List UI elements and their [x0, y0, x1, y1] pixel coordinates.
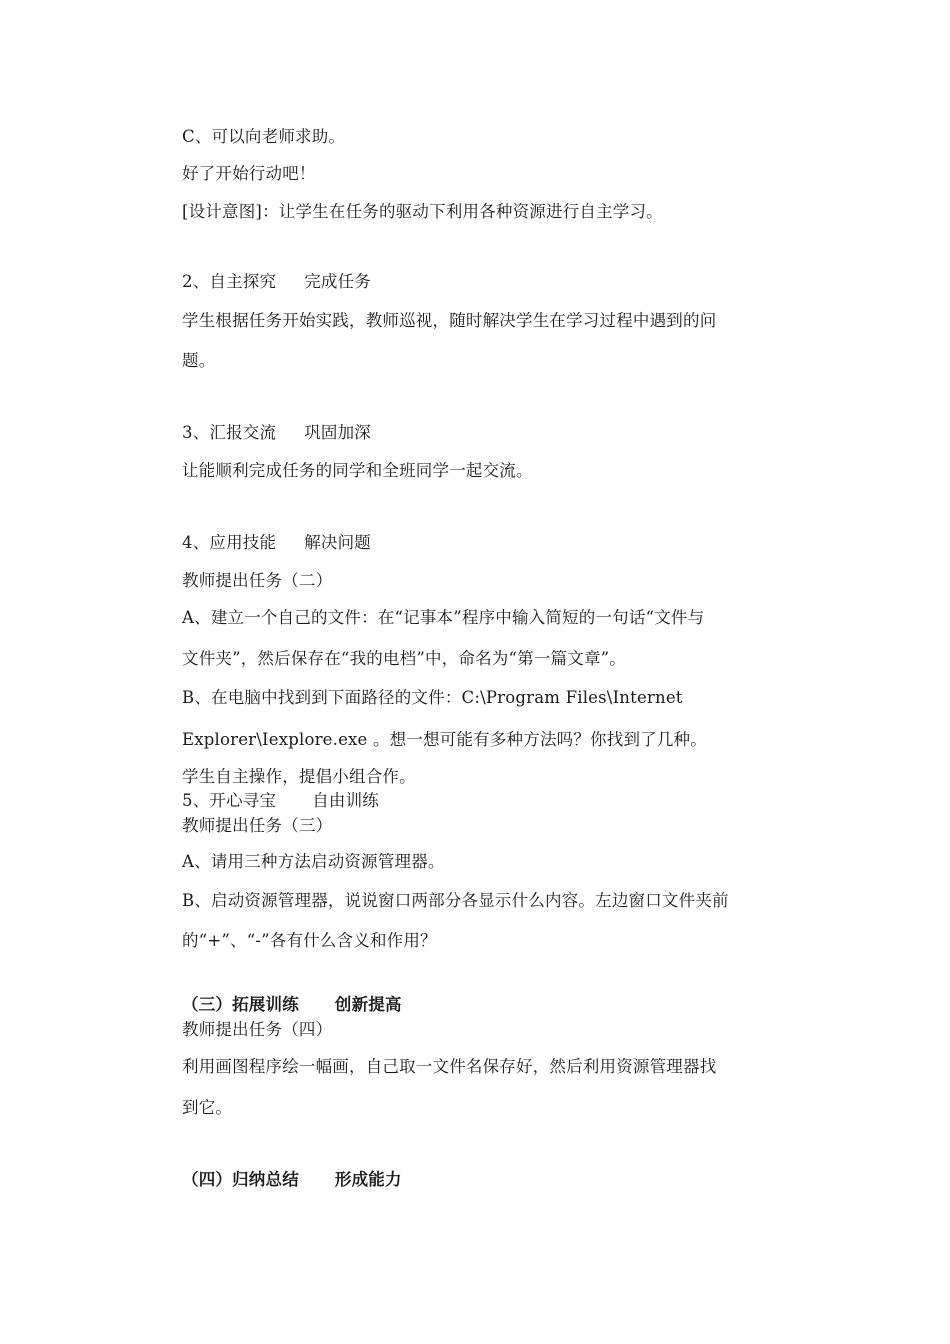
section-subtitle: 自由训练 [312, 791, 380, 810]
section-number: 5、开心寻宝 [182, 791, 277, 810]
text-line: Explorer\Iexplore.exe 。想一想可能有多种方法吗？你找到了几种。 [182, 730, 707, 749]
section-heading-3 [182, 422, 812, 444]
heading-number: （四）归纳总结 [182, 1170, 299, 1189]
section-heading-5 [182, 790, 812, 812]
heading-summary [182, 1169, 812, 1191]
section-heading-4 [182, 532, 812, 554]
text-line: A、请用三种方法启动资源管理器。 [182, 852, 445, 871]
section-number: 3、汇报交流 [182, 423, 277, 442]
text-line: 文件夹”，然后保存在“我的电档”中，命名为“第一篇文章”。 [182, 649, 626, 668]
section-subtitle: 解决问题 [304, 533, 372, 552]
heading-subtitle: 形成能力 [334, 1170, 402, 1189]
text-line: B、启动资源管理器，说说窗口两部分各显示什么内容。左边窗口文件夹前 [182, 891, 729, 910]
text-line: 学生根据任务开始实践，教师巡视，随时解决学生在学习过程中遇到的问 [182, 311, 717, 330]
text-line: A、建立一个自己的文件：在“记事本”程序中输入简短的一句话“文件与 [182, 608, 705, 627]
section-number: 4、应用技能 [182, 533, 277, 552]
text-line: [设计意图]：让学生在任务的驱动下利用各种资源进行自主学习。 [182, 202, 663, 221]
text-line: 好了开始行动吧！ [182, 164, 316, 183]
text-line: B、在电脑中找到到下面路径的文件：C:\Program Files\Internet [182, 688, 683, 707]
text-line: 学生自主操作，提倡小组合作。 [182, 767, 416, 786]
text-line: 教师提出任务（二） [182, 571, 333, 590]
text-line: 教师提出任务（三） [182, 816, 333, 835]
text-line: 的“+”、“-”各有什么含义和作用？ [182, 931, 437, 950]
text-line: 题。 [182, 351, 216, 370]
section-heading-2 [182, 271, 812, 293]
text-line: 利用画图程序绘一幅画，自己取一文件名保存好，然后利用资源管理器找 [182, 1057, 717, 1076]
section-number: 2、自主探究 [182, 272, 277, 291]
section-subtitle: 完成任务 [304, 272, 372, 291]
section-subtitle: 巩固加深 [304, 423, 372, 442]
text-line: 到它。 [182, 1098, 233, 1117]
heading-subtitle: 创新提高 [334, 995, 402, 1014]
heading-number: （三）拓展训练 [182, 995, 299, 1014]
text-line: 让能顺利完成任务的同学和全班同学一起交流。 [182, 461, 533, 480]
heading-extension-training [182, 994, 812, 1016]
text-line: 教师提出任务（四） [182, 1020, 333, 1039]
text-line: C、可以向老师求助。 [182, 127, 346, 146]
